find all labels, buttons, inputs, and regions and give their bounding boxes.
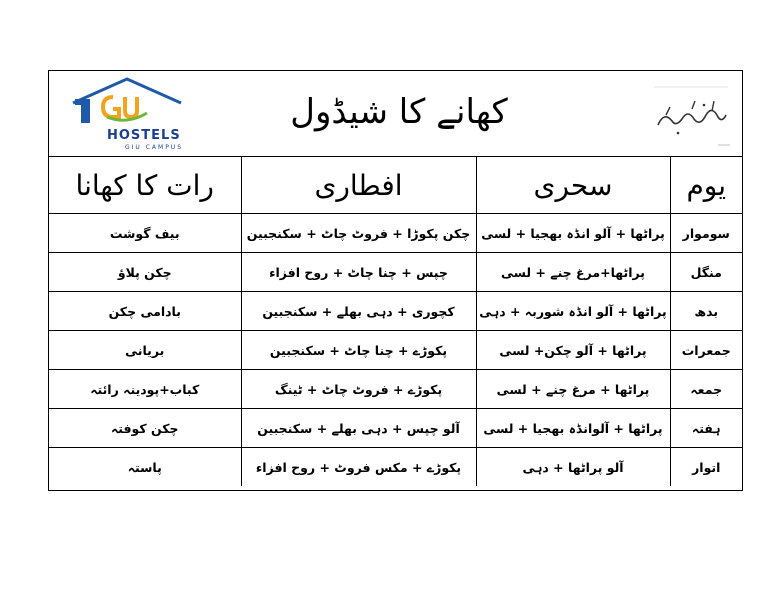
- day-cell: جمعہ: [670, 370, 742, 409]
- column-header-sehri: سحری: [476, 157, 670, 214]
- day-cell: بدھ: [670, 292, 742, 331]
- table-row: [49, 448, 742, 487]
- table-row: [49, 331, 742, 370]
- iftari-cell: آلو چپس + دہی بھلے + سکنجبین: [241, 409, 476, 448]
- header: [49, 71, 742, 157]
- iftari-cell: چپس + چنا چاٹ + روح افزاء: [241, 253, 476, 292]
- sehri-cell: پراٹھا+مرغ چنے + لسی: [476, 253, 670, 292]
- dinner-cell: بریانی: [49, 331, 241, 370]
- ramadan-kareem-calligraphy-icon: [648, 81, 734, 151]
- dinner-cell: پاستہ: [49, 448, 241, 487]
- dinner-cell: چکن کوفتہ: [49, 409, 241, 448]
- table-header-row: [49, 157, 742, 214]
- dinner-cell: بادامی چکن: [49, 292, 241, 331]
- day-cell: منگل: [670, 253, 742, 292]
- sehri-cell: آلو پراٹھا + دہی: [476, 448, 670, 487]
- table-row: [49, 253, 742, 292]
- logo-text: HOSTELS: [107, 128, 181, 143]
- dinner-cell: کباب+پودینہ رائتہ: [49, 370, 241, 409]
- table-row: [49, 214, 742, 253]
- sehri-cell: پراٹھا + آلو چکن+ لسی: [476, 331, 670, 370]
- hostel-logo: [67, 75, 187, 151]
- table-row: [49, 409, 742, 448]
- iftari-cell: پکوڑے + چنا چاٹ + سکنجبین: [241, 331, 476, 370]
- column-header-day: یوم: [670, 157, 742, 214]
- day-cell: سوموار: [670, 214, 742, 253]
- meal-schedule-table: [49, 157, 742, 486]
- sehri-cell: پراٹھا + مرغ چنے + لسی: [476, 370, 670, 409]
- day-cell: ہفتہ: [670, 409, 742, 448]
- day-cell: اتوار: [670, 448, 742, 487]
- table-row: [49, 370, 742, 409]
- iftari-cell: پکوڑے + مکس فروٹ + روح افزاء: [241, 448, 476, 487]
- page-title: کھانے کا شیڈول: [290, 92, 508, 132]
- iftari-cell: پکوڑے + فروٹ چاٹ + ٹینگ: [241, 370, 476, 409]
- column-header-iftari: افطاری: [241, 157, 476, 214]
- column-header-dinner: رات کا کھانا: [49, 157, 241, 214]
- sehri-cell: پراٹھا + آلو انڈہ شوربہ + دہی: [476, 292, 670, 331]
- table-row: [49, 292, 742, 331]
- schedule-sheet: [48, 70, 743, 491]
- dinner-cell: چکن پلاؤ: [49, 253, 241, 292]
- ramadan-calligraphy: [648, 81, 734, 151]
- sehri-cell: پراٹھا + آلو انڈہ بھجیا + لسی: [476, 214, 670, 253]
- iftari-cell: کچوری + دہی بھلے + سکنجبین: [241, 292, 476, 331]
- sehri-cell: پراٹھا + آلوانڈہ بھجیا + لسی: [476, 409, 670, 448]
- logo-subtext: GIU CAMPUS: [125, 144, 184, 151]
- iftari-cell: چکن پکوڑا + فروٹ چاٹ + سکنجبین: [241, 214, 476, 253]
- dinner-cell: بیف گوشت: [49, 214, 241, 253]
- day-cell: جمعرات: [670, 331, 742, 370]
